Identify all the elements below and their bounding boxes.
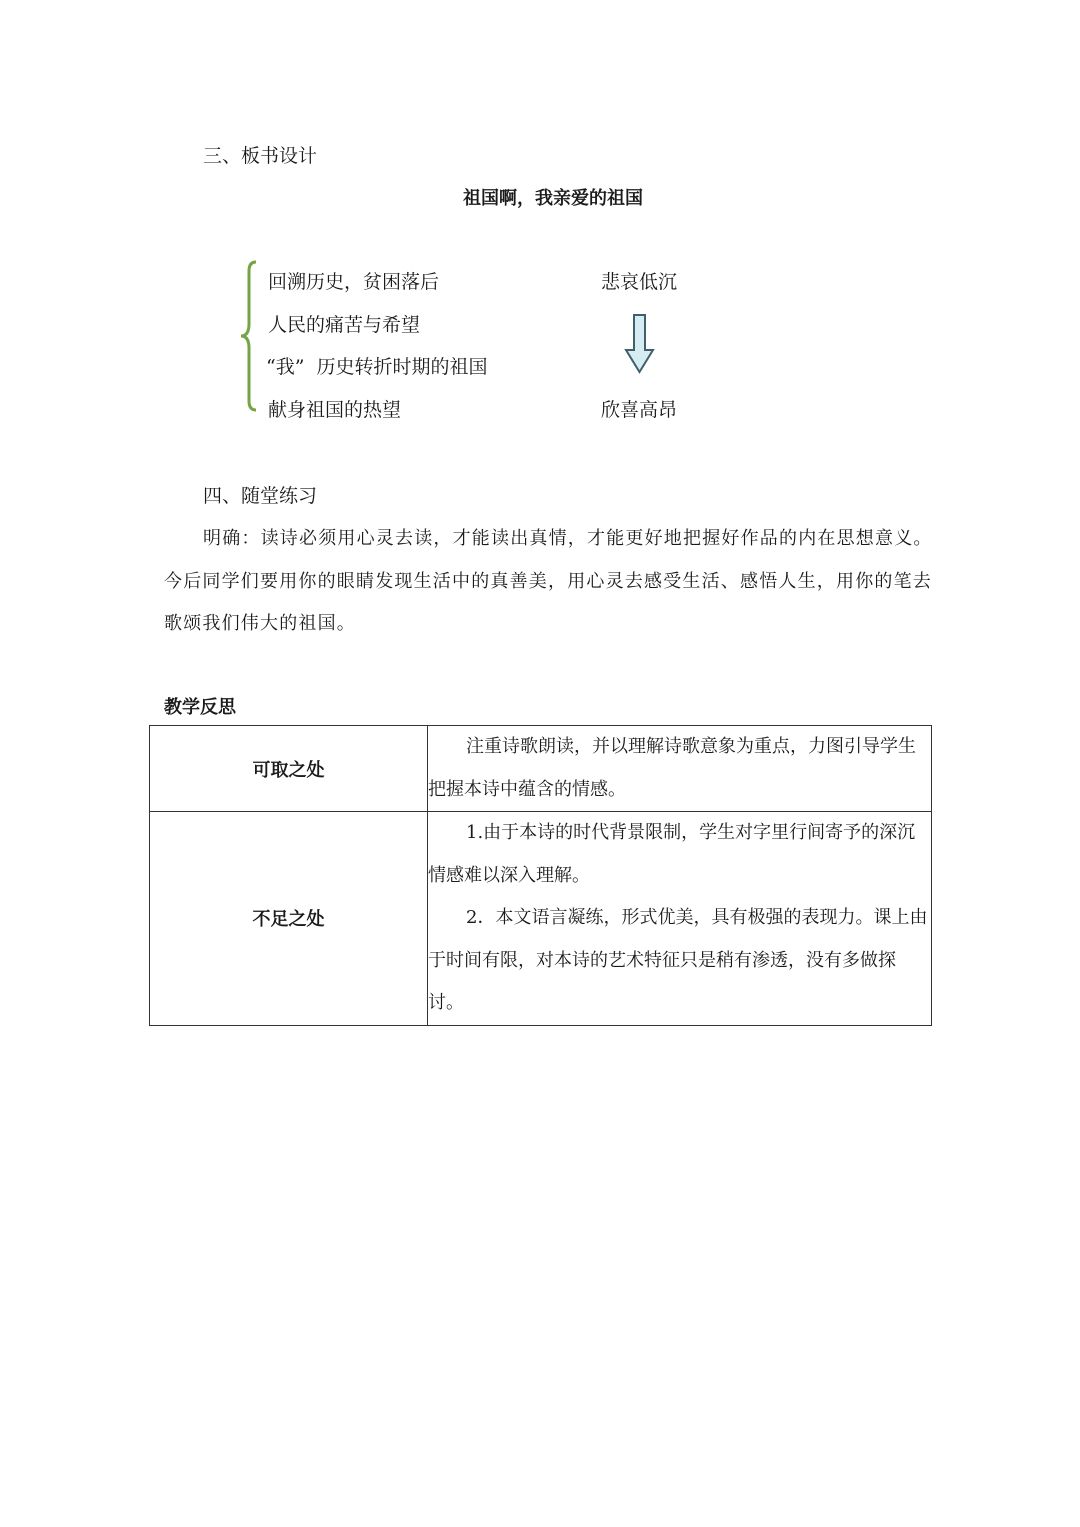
practice-line-3: 歌颂我们伟大的祖国。 (164, 613, 356, 634)
section-4-heading: 四、随堂练习 (203, 485, 318, 507)
emotion-end: 欣喜高昂 (601, 399, 678, 421)
section-3-heading: 三、板书设计 (203, 145, 318, 167)
reflection-heading: 教学反思 (164, 697, 236, 718)
down-arrow-icon (624, 313, 656, 375)
emotion-start: 悲哀低沉 (601, 271, 678, 293)
strengths-text: 注重诗歌朗读，并以理解诗歌意象为重点，力图引导学生把握本诗中蕴含的情感。 (428, 736, 916, 800)
reflection-table (149, 725, 932, 1026)
board-item-history: 回溯历史，贫困落后 (268, 271, 440, 293)
weaknesses-cell (428, 812, 932, 1026)
weakness-point-2: 2．本文语言凝练，形式优美，具有极强的表现力。课上由于时间有限，对本诗的艺术特征只是稍有渗透，没有多做探讨。 (428, 907, 928, 1013)
practice-line-2: 今后同学们要用你的眼睛发现生活中的真善美，用心灵去感受生活、感悟人生，用你的笔去 (164, 571, 932, 592)
board-item-people: 人民的痛苦与希望 (268, 314, 421, 336)
left-brace (236, 258, 266, 414)
board-item-devotion: 献身祖国的热望 (268, 399, 402, 421)
strengths-cell (428, 726, 932, 812)
weakness-point-1: 1.由于本诗的时代背景限制，学生对字里行间寄予的深沉情感难以深入理解。 (428, 822, 916, 886)
table-row (150, 726, 932, 812)
board-title: 祖国啊，我亲爱的祖国 (463, 188, 643, 209)
practice-line-1: 明确：读诗必须用心灵去读，才能读出真情，才能更好地把握好作品的内在思想意义。 (203, 528, 933, 549)
weaknesses-label: 不足之处 (150, 812, 428, 1026)
table-row (150, 812, 932, 1026)
strengths-label: 可取之处 (150, 726, 428, 812)
board-item-me: “我” 历史转折时期的祖国 (266, 356, 488, 378)
